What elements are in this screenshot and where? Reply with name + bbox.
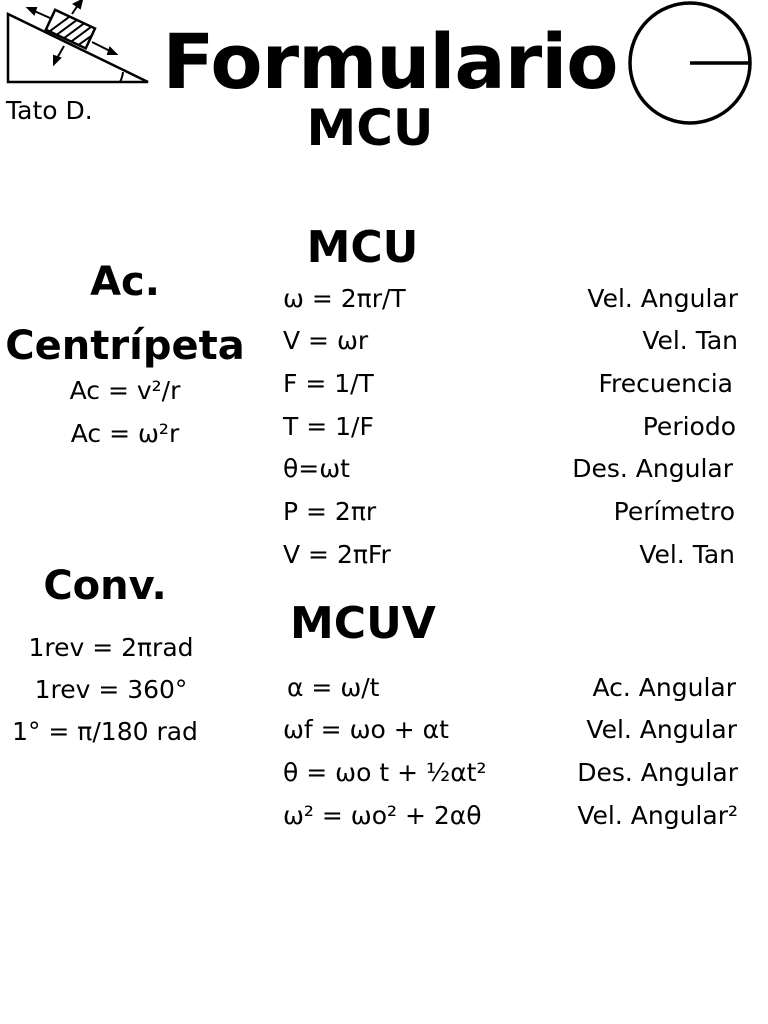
formula-label: Vel. Angular² (577, 800, 738, 830)
page-subtitle: MCU (306, 99, 434, 157)
formula-label: Vel. Tan (642, 325, 738, 355)
mcuv-row (287, 666, 736, 708)
mcu-row (283, 277, 738, 319)
mcu-row (283, 319, 738, 361)
centripeta-formula: Ac = v²/r (69, 376, 181, 405)
formula: V = 2πFr (283, 539, 391, 569)
centripeta-title-line2: Centrípeta (5, 323, 245, 369)
mcu-section-title: MCU (306, 222, 419, 273)
formula: θ=ωt (283, 453, 350, 483)
mcu-row (283, 533, 735, 575)
formula-label: Perímetro (613, 496, 735, 526)
formula: P = 2πr (283, 496, 377, 526)
centripeta-formula: Ac = ω²r (70, 419, 180, 448)
formula-label: Vel. Tan (639, 539, 735, 569)
formula-label: Des. Angular (572, 453, 733, 483)
formula-label: Ac. Angular (592, 672, 736, 702)
mcuv-section-title: MCUV (290, 598, 436, 649)
mcu-row (283, 405, 736, 447)
conversion-item: 1° = π/180 rad (12, 717, 198, 746)
mcuv-row (283, 751, 738, 793)
formula: θ = ωo t + ½αt² (283, 757, 487, 787)
centripeta-title (0, 250, 250, 378)
conversion-item: 1rev = 360° (34, 675, 188, 704)
formula: V = ωr (283, 325, 369, 355)
formula-label: Periodo (642, 411, 736, 441)
circle-radius-icon (626, 0, 756, 128)
mcu-row (283, 490, 735, 532)
mcu-row (283, 362, 733, 404)
conversions-title: Conv. (43, 563, 167, 609)
formula: ω² = ωo² + 2αθ (283, 800, 482, 830)
centripeta-title-line1: Ac. (90, 259, 160, 305)
formula-label: Vel. Angular (586, 714, 737, 744)
conversion-item: 1rev = 2πrad (28, 633, 194, 662)
formula: ω = 2πr/T (283, 283, 406, 313)
formula: α = ω/t (287, 672, 380, 702)
mcu-row (283, 447, 733, 489)
formula-label: Frecuencia (598, 368, 733, 398)
author-name: Tato D. (6, 96, 93, 125)
formula: ωf = ωo + αt (283, 714, 449, 744)
page-title: Formulario (162, 17, 618, 106)
formula: T = 1/F (283, 411, 374, 441)
mcuv-row (283, 708, 737, 750)
inclined-plane-block-icon (2, 0, 152, 90)
formula-label: Vel. Angular (587, 283, 738, 313)
mcuv-row (283, 794, 738, 836)
formula: F = 1/T (283, 368, 374, 398)
formula-label: Des. Angular (577, 757, 738, 787)
